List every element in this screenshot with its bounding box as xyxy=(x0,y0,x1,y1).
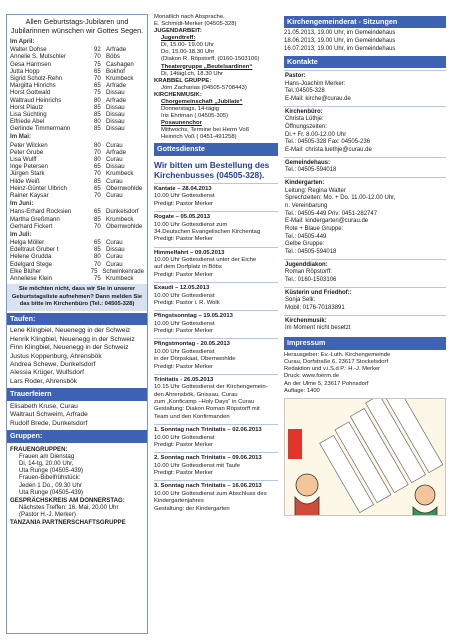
contact-line: Im Moment nicht besetzt xyxy=(285,325,351,332)
group-entry xyxy=(7,445,147,496)
contact-line: Leitung: Regina Walter xyxy=(285,187,346,194)
contact-line: Tel.: 04505-449 xyxy=(285,233,327,240)
gruppen-heading: Gruppen: xyxy=(7,430,147,442)
birthday-row xyxy=(7,253,147,260)
birthday-age: 75 xyxy=(94,89,101,97)
birthday-row xyxy=(7,208,147,215)
birthday-age: 80 xyxy=(94,141,101,149)
birthday-age: 70 xyxy=(94,222,101,230)
service-date: Pfingstmontag - 20.05.2013 xyxy=(154,341,230,348)
service-line: 10.00 Uhr Gottesdienst zum xyxy=(154,221,228,228)
service-date: Kantate – 28.04.2013 xyxy=(154,186,212,193)
impressum-line: Druck: www.foerm.de xyxy=(284,373,340,380)
birthday-name: Jürgen Stark xyxy=(10,170,45,178)
birthday-intro: Allen Geburtstags-Jubilaren und Jubilarinnen wünschen wir Gottes Segen. xyxy=(10,17,144,35)
birthday-age: 80 xyxy=(94,118,101,126)
contact-line: Sprechzeiten: Mo. + Do. 11.00-12.00 Uhr, xyxy=(285,195,396,202)
birthday-name: Hilde Weiß xyxy=(10,177,40,185)
group-line: Di, 14-tg, 20.00 Uhr, xyxy=(19,459,74,467)
birthday-row xyxy=(7,246,147,253)
impressum-line: Auflage: 1400 xyxy=(284,387,320,394)
birthday-place: Curau xyxy=(106,239,123,247)
birthday-age: 75 xyxy=(90,267,98,275)
group-detail-line: Chorgemeinschaft „Jubilate“ xyxy=(161,98,243,105)
service-date: Pfingstsonntag – 19.05.2013 xyxy=(154,313,233,320)
kgr-heading: Kirchengemeinderat - Sitzungen xyxy=(284,16,446,28)
kgr-date: 18.06.2013, 19.00 Uhr, im Gemeindehaus xyxy=(284,38,396,45)
service-entry xyxy=(154,480,278,516)
birthday-age: 65 xyxy=(94,208,101,216)
birthday-name: Gesa Harmsen xyxy=(10,60,51,68)
taufen-entry: Lars Roder, Ahrensbök xyxy=(10,377,78,385)
contact-line: Tel.: 04505-594018 xyxy=(285,167,337,174)
birthday-name: Sigrid Scholz-Rehn xyxy=(10,74,63,82)
taufen-entry: Justus Koppenburg, Ahrensbök xyxy=(10,352,102,360)
taufen-list xyxy=(7,327,147,386)
group-detail-line: Heinrich Voß ( 0451-491258) xyxy=(161,134,237,141)
group-line: Frauen-Bibelfrühstück: xyxy=(19,474,81,482)
contact-heading: Pastor: xyxy=(285,72,306,79)
birthday-place: Krumbeck xyxy=(106,275,134,282)
group-detail-line: Theatergruppe „Beutelsardinen“ xyxy=(161,63,253,70)
service-line: in der Dörpskaat, Obernwohlde xyxy=(154,356,236,363)
birthday-row xyxy=(7,192,147,199)
contact-heading: Jugenddiakon: xyxy=(285,261,328,268)
birthday-name: Edeltraut Gruber t xyxy=(10,246,59,254)
birthday-place: Curau xyxy=(106,141,123,149)
service-line: 10.00 Uhr Gottesdienst xyxy=(154,320,215,327)
trauer-entry: Waltraut Schweim, Arfrade xyxy=(10,411,88,419)
birthday-name: Helene Grudda xyxy=(10,253,52,261)
impressum-text xyxy=(284,352,446,395)
impressum-line: Herausgeber: Ev.-Luth. Kirchengemeinde xyxy=(284,351,391,358)
birthday-place: Cashagen xyxy=(106,60,134,68)
birthday-name: Edelgard Stege xyxy=(10,260,53,268)
birthday-age: 85 xyxy=(94,103,101,111)
birthday-row xyxy=(7,97,147,104)
birthday-place: Curau xyxy=(106,156,123,163)
birthday-name: Rainer Kaysar xyxy=(10,191,49,199)
service-line: Predigt: Pastor Merker xyxy=(154,200,213,207)
service-date: Trinitatis - 26.05.2013 xyxy=(154,376,214,383)
birthday-name: Elfriede Abel xyxy=(10,118,45,126)
group-details xyxy=(154,14,278,141)
birthday-row xyxy=(7,223,147,230)
contact-block xyxy=(284,287,446,315)
birthday-place: Böbs xyxy=(106,53,120,61)
service-entry xyxy=(154,211,278,247)
birthday-age: 80 xyxy=(94,96,101,104)
service-line: Predigt: Pastor Merker xyxy=(154,236,213,243)
birthday-name: Gerlinde Timmermann xyxy=(10,125,71,133)
birthday-place: Curau xyxy=(106,191,123,199)
contact-line: Hans-Joachim Merker: xyxy=(285,80,346,87)
group-line: Uta Runge (04505-439) xyxy=(19,467,84,475)
taufen-entry: Alessia Krüger, Wulfsdorf xyxy=(10,369,84,377)
service-entry xyxy=(154,338,278,374)
contact-line: E-Mail: kindergarten@curau.de xyxy=(285,218,369,225)
group-detail-line: Posaunenchor xyxy=(161,120,202,127)
birthday-row xyxy=(7,149,147,156)
gruppen-list xyxy=(7,445,147,527)
birthday-place: Krumbeck xyxy=(106,74,134,82)
service-line: auf dem Dorfplatz in Böbs xyxy=(154,264,222,271)
birthday-row xyxy=(7,163,147,170)
taufen-entry: Andrea Schewe, Dunkelsdorf xyxy=(10,361,96,369)
group-detail-line: KIRCHENMUSIK: xyxy=(154,91,202,98)
group-title: TANZANIA PARTNERSCHAFTSGRUPPE xyxy=(10,519,126,527)
group-entry xyxy=(7,518,147,526)
trauer-entry: Rudolf Brede, Dunkelsdorf xyxy=(10,419,88,427)
contact-line: Tel.: 0160-1503106 xyxy=(285,277,337,284)
birthday-place: Dissau xyxy=(106,118,125,126)
birthday-place: Schwinkenrade xyxy=(102,267,144,275)
cartoon-illustration xyxy=(284,398,446,516)
birthday-age: 85 xyxy=(94,177,101,185)
group-detail-line: Iris Ehrtman ( 04505-305) xyxy=(161,113,229,120)
kgr-dates xyxy=(284,30,446,53)
group-line: Nächstes Treffen: 16. Mai, 20.00 Uhr xyxy=(19,504,119,512)
birthday-row xyxy=(7,82,147,89)
contact-line: E-Mail: christa.luethje@curau.de xyxy=(285,147,372,154)
birthday-name: Horst Gottwald xyxy=(10,89,51,97)
birthday-column xyxy=(6,14,148,634)
birthday-age: 65 xyxy=(94,67,101,75)
birthday-name: Peter Wilcken xyxy=(10,141,48,149)
birthday-row xyxy=(7,239,147,246)
group-entry xyxy=(7,496,147,519)
birthday-row xyxy=(7,142,147,149)
birthday-name: Margitta Hinrichs xyxy=(10,82,56,90)
group-detail-line: JUGENDARBEIT: xyxy=(154,28,202,35)
birthday-age: 85 xyxy=(94,246,101,254)
group-title: FRAUENGRUPPEN: xyxy=(10,445,68,453)
birthday-row xyxy=(7,216,147,223)
contact-block xyxy=(284,315,446,335)
trauer-heading: Trauerfeiern xyxy=(7,388,147,400)
contact-heading: Kirchenbüro: xyxy=(285,108,323,115)
birthday-place: Dissau xyxy=(106,110,125,118)
group-detail-line: Donnerstags, 14-tägig xyxy=(161,106,219,113)
service-line: 10.00 Uhr Gottesdienst mit Taufe xyxy=(154,462,241,469)
service-entry xyxy=(154,247,278,283)
birthday-row xyxy=(7,178,147,185)
services-list xyxy=(154,183,278,516)
birthday-age: 70 xyxy=(94,191,101,199)
service-line: 10.00 Uhr Gottesdienst xyxy=(154,193,215,200)
kgr-date: 16.07.2013, 19.00 Uhr, im Gemeindehaus xyxy=(284,45,396,52)
birthday-row xyxy=(7,61,147,68)
birthday-place: Krumbeck xyxy=(106,215,134,223)
contact-block xyxy=(284,177,446,259)
contact-line: Rote + Blaue Gruppe: xyxy=(285,226,344,233)
birthday-place: Obernwohlde xyxy=(106,222,143,230)
birthday-name: Waltraud Heinrichs xyxy=(10,96,62,104)
service-line: 10.15 Uhr Gottesdienst der Kirchengemein- xyxy=(154,384,268,391)
contacts-list xyxy=(284,70,446,335)
taufen-entry: Lene Klingbiel, Neuenegg in der Schweiz xyxy=(10,327,131,335)
birthday-place: Dissau xyxy=(106,89,125,97)
birthday-list xyxy=(7,37,147,282)
contact-line: Sonja Selk: xyxy=(285,297,316,304)
contact-block xyxy=(284,259,446,287)
contact-line: Di.+ Fr. 8.00-12.00 Uhr xyxy=(285,131,347,138)
service-line: Predigt: Pastor Merker xyxy=(154,271,213,278)
service-entry xyxy=(154,424,278,452)
service-line: 10.00 Uhr Gottesdienst xyxy=(154,292,215,299)
group-detail-line: Monatlich nach Absprache, xyxy=(154,14,225,20)
birthday-place: Krumbeck xyxy=(106,170,134,178)
impressum-line: Curau, Dorfstraße 6, 23617 Stockelsdorf xyxy=(284,358,389,365)
birthday-row xyxy=(7,170,147,177)
month-label: Im Juni: xyxy=(10,200,34,208)
service-entry xyxy=(154,310,278,338)
birthday-age: 75 xyxy=(94,60,101,68)
group-line: (Pastor H.-J. Merker) xyxy=(19,511,76,519)
birthday-name: Heinz-Günter Ulbrich xyxy=(10,184,67,192)
birthday-row xyxy=(7,268,147,275)
contact-line: Christa Lüthje: xyxy=(285,116,324,123)
birthday-row xyxy=(7,46,147,53)
contact-heading: Kirchenmusik: xyxy=(285,317,327,324)
groups-services-column xyxy=(154,14,278,634)
birthday-age: 85 xyxy=(94,215,101,223)
service-date: Rogate – 05.05.2013 xyxy=(154,214,210,221)
birthday-name: Anneliese Klein xyxy=(10,275,53,282)
contact-line: n. Vereinbarung xyxy=(285,203,328,210)
birthday-name: Gerhard Fickert xyxy=(10,222,53,230)
impressum-heading: Impressum xyxy=(284,337,446,349)
birthday-name: Elke Blüher xyxy=(10,267,42,275)
month-label: Im Juli: xyxy=(10,230,32,238)
contact-line: Öffnungszeiten: xyxy=(285,124,327,131)
service-line: 10.00 Uhr Gottesdienst zum Abschluss des xyxy=(154,490,267,497)
service-date: 3. Sonntag nach Trinitatis – 16.06.2013 xyxy=(154,483,262,490)
group-detail-line: Di, 14tägl.ch, 18.30 Uhr xyxy=(161,70,223,77)
taufen-entry: Finn Klingbiel, Neuenegg in der Schweiz xyxy=(10,344,129,352)
contact-block xyxy=(284,157,446,177)
birthday-age: 70 xyxy=(94,260,101,268)
birthday-row xyxy=(7,75,147,82)
birthday-age: 70 xyxy=(94,170,101,178)
service-line: Predigt: Pastor Merker xyxy=(154,441,213,448)
service-entry xyxy=(154,183,278,211)
birthday-row xyxy=(7,53,147,60)
birthday-row xyxy=(7,89,147,96)
contact-block xyxy=(284,70,446,106)
birthday-place: Arfrade xyxy=(106,96,126,104)
birthday-place: Dissau xyxy=(106,125,125,133)
service-line: Predigt: Pastor Merker xyxy=(154,363,213,370)
birthday-name: Lisa Süchting xyxy=(10,110,47,118)
birthday-age: 80 xyxy=(94,156,101,163)
birthday-age: 92 xyxy=(94,46,101,54)
birthday-age: 65 xyxy=(94,82,101,90)
group-detail-line: Mittwochs, Termine bei Herrn Voß xyxy=(161,127,250,134)
birthday-row xyxy=(7,104,147,111)
birthday-place: Curau xyxy=(106,253,123,261)
group-detail-line: Jugendtreff: xyxy=(161,35,196,42)
privacy-note: Sie möchten nicht, dass wir Sie in unserer Geburtstagsliste aufnehmen? Dann melden Sie das bitte im Kirchenbüro (Tel.: 04505-328) xyxy=(7,284,147,311)
service-line: Kindergartenjahres xyxy=(154,498,204,505)
birthday-age: 65 xyxy=(94,163,101,171)
group-detail-line: Di, 15.00- 19.00 Uhr xyxy=(161,42,215,49)
taufen-entry: Henrik Klingbiel, Neuenegg in der Schweiz xyxy=(10,335,135,343)
group-line: Uta Runge (04505-439) xyxy=(19,488,84,496)
contact-heading: Kindergarten: xyxy=(285,180,325,187)
birthday-age: 80 xyxy=(94,253,101,261)
service-line: 10.00 Uhr Gottesdienst xyxy=(154,434,215,441)
trauer-entry: Elisabeth Kruse, Curau xyxy=(10,402,78,410)
bus-order-notice: Wir bitten um Bestellung des Kirchenbusses (04505-328). xyxy=(154,159,270,180)
birthday-row xyxy=(7,261,147,268)
birthday-age: 70 xyxy=(94,74,101,82)
service-entry xyxy=(154,452,278,480)
birthday-place: Arfrade xyxy=(106,46,126,54)
kgr-date: 21.05.2013, 19.00 Uhr, im Gemeindehaus xyxy=(284,30,396,37)
service-entry xyxy=(154,282,278,310)
service-entry xyxy=(154,374,278,424)
birthday-place: Obernwohlde xyxy=(106,184,143,192)
service-line: Gestaltung: Diakon Roman Röpstorff mit xyxy=(154,406,260,413)
contact-line: Tel.: 04505-328 Fax: 04505-236 xyxy=(285,139,371,146)
group-detail-line: KRABBEL GRUPPE: xyxy=(154,77,212,84)
birthday-row xyxy=(7,118,147,125)
contact-line: Mobil: 0176-70183891 xyxy=(285,305,345,312)
service-date: 1. Sonntag nach Trinitatis – 02.06.2013 xyxy=(154,427,262,434)
birthday-place: Arfrade xyxy=(106,148,126,156)
birthday-place: Dissau xyxy=(106,246,125,254)
service-line: zum „Konficamp –Holy Days“ in Curau xyxy=(154,399,255,406)
contact-heading: Gemeindehaus: xyxy=(285,159,331,166)
birthday-age: 65 xyxy=(94,184,101,192)
birthday-row xyxy=(7,125,147,132)
service-date: Himmelfahrt – 09.05.2013 xyxy=(154,249,225,256)
cartoon-drawing xyxy=(285,399,445,516)
group-detail-line: (Diakon R. Röpstorff, (0160-1503106) xyxy=(161,56,260,63)
service-line: 10.00 Uhr Gottesdienst xyxy=(154,348,215,355)
impressum-line: An der Ulme 5, 23617 Pohnsdorf xyxy=(284,380,369,387)
contact-line: Roman Röpstorff: xyxy=(285,269,332,276)
month-label: Im April: xyxy=(10,38,35,45)
contact-block xyxy=(284,106,446,157)
birthday-place: Curau xyxy=(106,177,123,185)
birthday-place: Arfrade xyxy=(106,82,126,90)
contact-line: Tel.:04505-328 xyxy=(285,88,325,95)
birthday-place: Dunkelsdorf xyxy=(106,208,139,216)
month-label: Im Mai: xyxy=(10,133,31,141)
group-line: Jeden 1 Do., 09.30 Uhr xyxy=(19,481,83,489)
birthday-row xyxy=(7,156,147,163)
contact-heading: Küsterin und Friedhof:: xyxy=(285,289,352,296)
birthday-age: 85 xyxy=(94,110,101,118)
service-line: Predigt: Pastor i. R. Wolk xyxy=(154,299,220,306)
birthday-place: Curau xyxy=(106,260,123,268)
group-detail-line: Jörn Zacharias (04505-5708443) xyxy=(161,84,247,91)
birthday-name: Inge Petersen xyxy=(10,163,48,171)
birthday-name: Jutta Hopp xyxy=(10,67,40,75)
birthday-name: Horst Plautz xyxy=(10,103,44,111)
service-line: Predigt: Pastor Merker xyxy=(154,470,213,477)
group-title: GESPRÄCHSKREIS AM DONNERSTAG: xyxy=(10,496,125,504)
birthday-age: 75 xyxy=(94,275,101,282)
birthday-age: 70 xyxy=(94,148,101,156)
taufen-heading: Taufen: xyxy=(7,313,147,325)
birthday-row xyxy=(7,275,147,282)
birthday-name: Annelie S. Mutschler xyxy=(10,53,66,61)
service-line: den Ahrensbök, Gnissau, Curau xyxy=(154,391,238,398)
birthday-row xyxy=(7,111,147,118)
service-line: 34.Deutschen Evangelischen Kirchentag xyxy=(154,228,261,235)
birthday-row xyxy=(7,185,147,192)
service-line: Gestaltung: der Kindergarten xyxy=(154,505,230,512)
service-date: 2. Sonntag nach Trinitatis – 09.06.2013 xyxy=(154,455,262,462)
service-line: Team und den Konfirmanden xyxy=(154,413,230,420)
impressum-line: Redaktion und v.i.S.d P.: H.-J. Merker xyxy=(284,366,381,373)
service-date: Exaudi – 12.05.2013 xyxy=(154,285,210,292)
birthday-name: Helga Möller xyxy=(10,239,45,247)
group-line: Frauen am Dienstag xyxy=(19,452,75,460)
birthday-age: 65 xyxy=(94,239,101,247)
gottesdienste-heading: Gottesdienste xyxy=(154,143,278,155)
birthday-name: Peter Grube xyxy=(10,148,44,156)
contact-line: Gelbe Gruppe: xyxy=(285,241,325,248)
birthday-name: Walter Dohse xyxy=(10,46,47,54)
birthday-name: Hans-Erhard Rocksien xyxy=(10,208,72,216)
contacts-column xyxy=(284,14,446,634)
service-line: 10.00 Uhr Gottesdienst unter der Eiche xyxy=(154,257,257,264)
group-detail-line: E. Schmidt-Merker (04505-328) xyxy=(154,21,237,28)
contact-line: Tel.: 04505-594018 xyxy=(285,249,337,256)
birthday-row xyxy=(7,68,147,75)
birthday-name: Lisa Wulff xyxy=(10,156,37,163)
birthday-name: Martha Greßmann xyxy=(10,215,60,223)
trauer-list xyxy=(7,403,147,428)
birthday-age: 70 xyxy=(94,53,101,61)
kontakte-heading: Kontakte xyxy=(284,56,446,68)
birthday-age: 85 xyxy=(94,125,101,133)
contact-line: E-Mail: kirche@curau.de xyxy=(285,96,351,102)
contact-line: Tel.: 04505-449 Priv: 0451-282747 xyxy=(285,210,378,217)
birthday-place: Dissau xyxy=(106,163,125,171)
birthday-place: Dissau xyxy=(106,103,125,111)
group-detail-line: Do, 15.00-18.30 Uhr xyxy=(161,49,215,56)
birthday-place: Bokhof xyxy=(106,67,125,75)
service-line: Predigt: Pastor Merker xyxy=(154,328,213,335)
